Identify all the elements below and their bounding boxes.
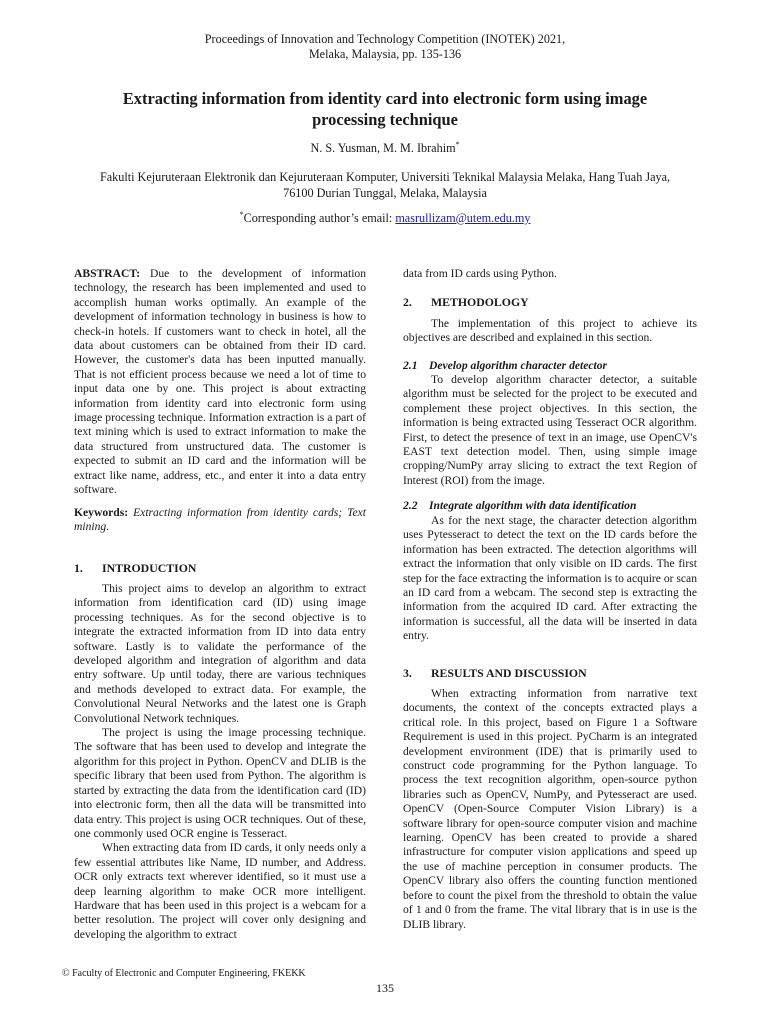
keywords-text: Extracting information from identity cards; Text mining.	[74, 506, 366, 534]
author-mark: *	[455, 140, 460, 149]
paper-title	[80, 88, 690, 130]
proceedings-line-2: Melaka, Malaysia, pp. 135-136	[308, 47, 462, 61]
title-line-2: processing technique	[312, 110, 458, 129]
results-paragraph: When extracting information from narrative text documents, the context of the concepts extracted plays a critical role. In this project, based on Figure 1 a Software Requirement is used in this project. PyCharm is an integrated development environment (IDE) that is primarily used to construct code programming for the Python language. To process the text recognition algorithm, open-source python libraries such as OpenCV, NumPy, and Pytesseract are used. OpenCV (Open-Source Computer Vision Library) is a software library for open-source computer vision and machine learning. OpenCV has been created to provide a shared infrastructure for computer vision applications and speed up the use of machine perception in consumer products. The OpenCV library also offers the counting function mentioned before to count the pixel from the threshold to obtain the value of 1 and 0 from the frame. The vital library that is in use is the DLIB library.	[403, 687, 697, 931]
intro-paragraph-1: This project aims to develop an algorithm to extract information from identification card (ID) using image processing techniques. As for the second objective is to integrate the extracted information from ID into data entry software. Lastly is to validate the performance of the developed algorithm and integration of algorithm and data entry software. Up until today, there are various techniques and methods developed to extract data. For example, the Convolutional Neural Networks and the latest one is Graph Convolutional Network techniques.	[74, 582, 366, 725]
authors	[0, 140, 770, 156]
section-title: METHODOLOGY	[431, 295, 529, 309]
affiliation-line-1: Fakulti Kejuruteraan Elektronik dan Kejuruteraan Komputer, Universiti Teknikal Malaysia Melaka, Hang Tuah Jaya,	[99, 170, 671, 184]
subsection-2-1-body	[403, 373, 697, 488]
affiliation-line-2: 76100 Durian Tunggal, Melaka, Malaysia	[283, 186, 487, 200]
intro-paragraph-3: When extracting data from ID cards, it only needs only a few essential attributes like Name, ID number, and Address. OCR only extracts text wherever identified, so it must use a deep learning algorithm to make OCR more intelligent. Hardware that has been used in this project is a webcam for a better resolution. The project will cover only designing and developing the algorithm to extract	[74, 841, 366, 941]
subsection-2-1-paragraph: To develop algorithm character detector, a suitable algorithm must be selected for the project to be executed and complement these project objectives. In this section, the information is being extracted using Tesseract OCR algorithm. First, to detect the presence of text in an image, use OpenCV's EAST text detection model. Then, using simple image cropping/NumPy array slicing to extract the text Region of Interest (ROI) from the image.	[403, 373, 697, 487]
results-body	[403, 687, 697, 932]
correspondence-label: Corresponding author’s email:	[243, 211, 396, 226]
section-heading-introduction	[74, 561, 366, 575]
page-number: 135	[376, 981, 394, 995]
section-number: 2.	[403, 295, 412, 309]
abstract-text: Due to the development of information technology, the research has been implemented and used to accomplish human works optimally. An example of the development of information technology in business is how to check-in hotels. If customers want to check in hotel, all the data about customers can be obtained from their ID card. However, the customer's data has been inputted manually. That is not efficient process because we need a lot of time to input data one by one. This project is about extracting information from identity card into electronic form using image processing technique. Information extraction is a part of text mining which is used to extract information to make the data structured from unstructured data. The customer is expected to submit an ID card and the information will be extract like name, address, etc., and enter it into a data entry software.	[74, 267, 367, 497]
author-names: N. S. Yusman, M. M. Ibrahim	[310, 141, 456, 156]
keywords-block	[74, 506, 366, 535]
methodology-intro	[403, 317, 697, 346]
correspondence-mark: *	[239, 210, 244, 219]
intro-continuation	[403, 267, 697, 281]
keywords-label: Keywords:	[74, 506, 129, 519]
subsection-number: 2.1	[403, 359, 418, 372]
correspondence	[0, 210, 770, 226]
subsection-2-2-body	[403, 514, 697, 644]
introduction-body	[74, 582, 366, 942]
abstract-block	[74, 267, 366, 498]
section-number: 3.	[403, 666, 412, 680]
intro-paragraph-2: The project is using the image processing technique. The software that has been used to develop and integrate the algorithm for this project in Python. OpenCV and DLIB is the specific library that been used from Python. The algorithm is started by extracting the data from the identification card (ID) into electronic form, then all the data will be transmitted into data entry. This project is using OCR techniques. Out of these, one commonly used OCR engine is Tesseract.	[74, 726, 366, 840]
subsection-title: Integrate algorithm with data identification	[429, 499, 637, 512]
methodology-paragraph: The implementation of this project to achieve its objectives are described and explained in this section.	[403, 317, 697, 345]
subsection-heading-2-1	[403, 359, 697, 373]
intro-paragraph-3-cont: data from ID cards using Python.	[403, 267, 557, 280]
proceedings-line-1: Proceedings of Innovation and Technology Competition (INOTEK) 2021,	[204, 32, 566, 46]
proceedings-header	[0, 32, 770, 62]
subsection-number: 2.2	[403, 499, 418, 512]
affiliation	[60, 169, 710, 201]
abstract-label: ABSTRACT:	[74, 267, 141, 280]
subsection-2-2-paragraph: As for the next stage, the character detection algorithm uses Pytesseract to detect the text on the ID cards before the information has been extracted. The detection algorithms will extract the information that only visible on ID cards. The first step for the face extracting the information is to acquire or scan an ID card from a webcam. The second step is extracting the information from the acquired ID card. After extracting the information is successful, all the data will be inserted in data entry.	[403, 514, 697, 643]
section-heading-results	[403, 666, 697, 680]
subsection-heading-2-2	[403, 499, 697, 513]
subsection-title: Develop algorithm character detector	[429, 359, 608, 372]
email-link[interactable]: masrullizam@utem.edu.my	[395, 211, 531, 226]
copyright-footer: © Faculty of Electronic and Computer Engineering, FKEKK	[62, 968, 306, 979]
section-title: RESULTS AND DISCUSSION	[431, 666, 587, 680]
section-number: 1.	[74, 561, 83, 575]
title-line-1: Extracting information from identity card into electronic form using image	[122, 89, 648, 108]
section-heading-methodology	[403, 295, 697, 309]
section-title: INTRODUCTION	[102, 561, 197, 575]
